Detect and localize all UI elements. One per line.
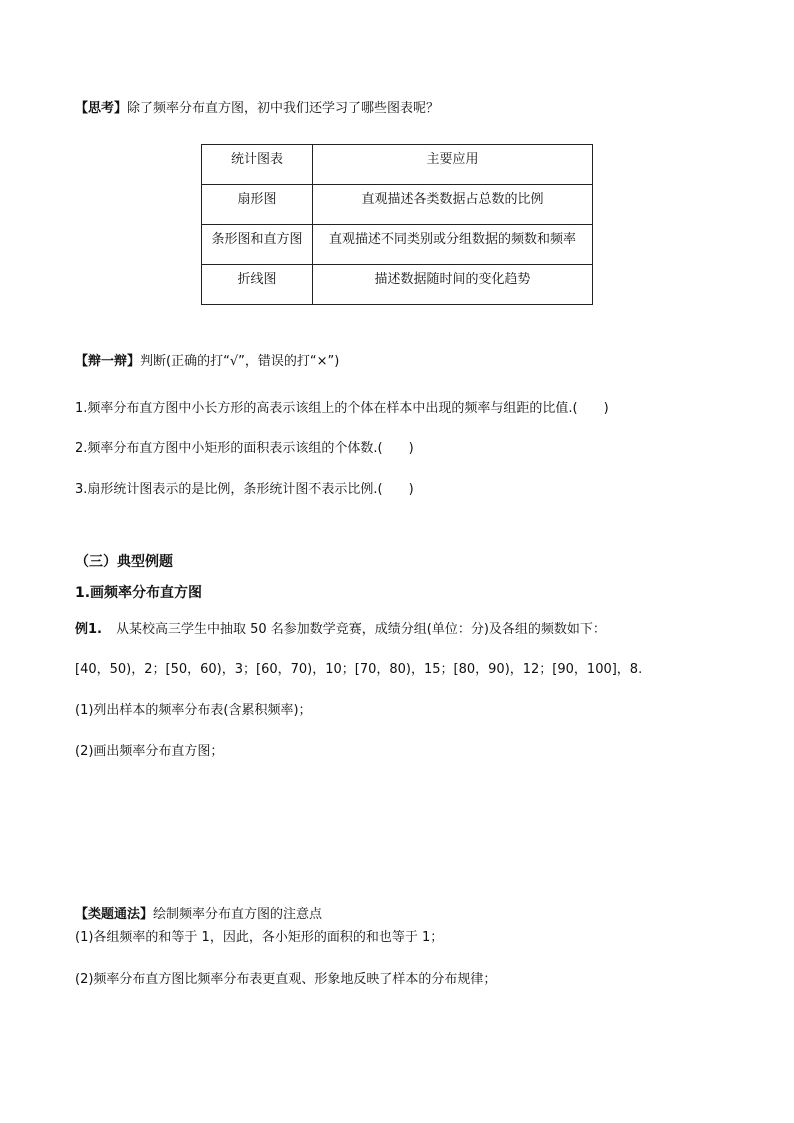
think-text: 除了频率分布直方图，初中我们还学习了哪些图表呢？ — [127, 101, 440, 116]
method-point-2: (2)频率分布直方图比频率分布表更直观、形象地反映了样本的分布规律； — [75, 972, 497, 987]
table-cell: 描述数据随时间的变化趋势 — [313, 265, 593, 305]
table-cell: 折线图 — [202, 265, 313, 305]
method-point-1: (1)各组频率的和等于 1，因此，各小矩形的面积的和也等于 1； — [75, 930, 444, 945]
think-prompt — [75, 100, 439, 118]
statistics-chart-table — [201, 144, 593, 305]
judgment-item-1: 1.频率分布直方图中小长方形的高表示该组上的个体在样本中出现的频率与组距的比值.( ) — [75, 401, 609, 416]
table-cell: 直观描述不同类别或分组数据的频数和频率 — [313, 225, 593, 265]
example-prompt — [75, 621, 606, 639]
table-header-row — [202, 145, 593, 185]
example-label: 例1. — [75, 622, 102, 637]
example-question-2: (2)画出频率分布直方图； — [75, 744, 224, 759]
example-data-line: [40，50)，2；[50，60)，3；[60，70)，10；[70，80)，15；[80，90)，12；[90，100]，8. — [75, 662, 643, 677]
table-cell: 直观描述各类数据占总数的比例 — [313, 185, 593, 225]
example-question-1: (1)列出样本的频率分布表(含累积频率)； — [75, 703, 312, 718]
table-row — [202, 225, 593, 265]
method-label: 【类题通法】 — [75, 907, 154, 922]
debate-prompt — [75, 353, 339, 371]
subsection-heading: 1.画频率分布直方图 — [75, 585, 203, 601]
table-cell: 扇形图 — [202, 185, 313, 225]
example-text: 从某校高三学生中抽取 50 名参加数学竞赛，成绩分组(单位：分)及各组的频数如下： — [115, 622, 606, 637]
table-row — [202, 185, 593, 225]
method-title: 绘制频率分布直方图的注意点 — [153, 907, 323, 922]
debate-label: 【辩一辩】 — [75, 354, 141, 369]
header-cell: 统计图表 — [202, 145, 313, 185]
think-label: 【思考】 — [75, 101, 128, 116]
debate-text: 判断(正确的打“√”，错误的打“×”) — [140, 354, 340, 369]
method-heading — [75, 906, 322, 924]
judgment-item-3: 3.扇形统计图表示的是比例，条形统计图不表示比例.( ) — [75, 482, 414, 497]
judgment-item-2: 2.频率分布直方图中小矩形的面积表示该组的个体数.( ) — [75, 441, 414, 456]
section-heading: （三）典型例题 — [75, 554, 173, 570]
table-cell: 条形图和直方图 — [202, 225, 313, 265]
header-cell: 主要应用 — [313, 145, 593, 185]
table-row — [202, 265, 593, 305]
